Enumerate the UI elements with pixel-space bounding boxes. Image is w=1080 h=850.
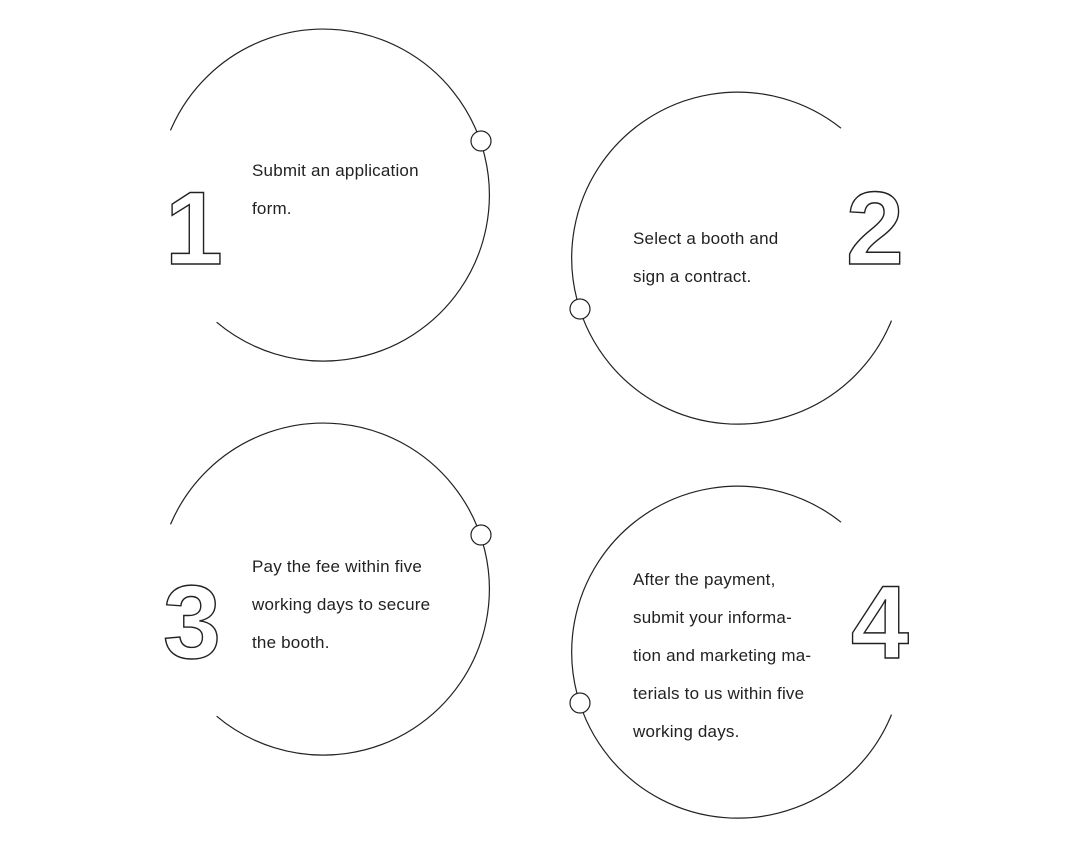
step-3-ring-node (471, 525, 491, 545)
step-4-description (633, 561, 811, 751)
step-4-line-4: terials to us within five (633, 684, 805, 703)
step-3-number: 3 (163, 565, 221, 681)
step-4-line-1: After the payment, (633, 570, 776, 589)
step-4-ring-node (570, 693, 590, 713)
step-4-line-5: working days. (633, 722, 740, 741)
step-4-line-2: submit your informa- (633, 608, 792, 627)
step-3-line-2: working days to secure (252, 595, 431, 614)
step-2-description (633, 220, 778, 296)
step-3-line-1: Pay the fee within five (252, 557, 422, 576)
step-3-description (252, 548, 430, 662)
step-2-line-2: sign a contract. (633, 267, 752, 286)
step-1-line-1: Submit an application (252, 161, 419, 180)
step-1-line-2: form. (252, 199, 292, 218)
step-2-line-1: Select a booth and (633, 229, 779, 248)
step-2-number: 2 (846, 171, 904, 287)
step-1-number: 1 (165, 171, 223, 287)
step-3-line-3: the booth. (252, 633, 330, 652)
step-2-ring-node (570, 299, 590, 319)
step-1-description (252, 152, 419, 228)
step-4-line-3: tion and marketing ma- (633, 646, 812, 665)
step-4-number: 4 (851, 565, 909, 681)
step-1-ring-node (471, 131, 491, 151)
